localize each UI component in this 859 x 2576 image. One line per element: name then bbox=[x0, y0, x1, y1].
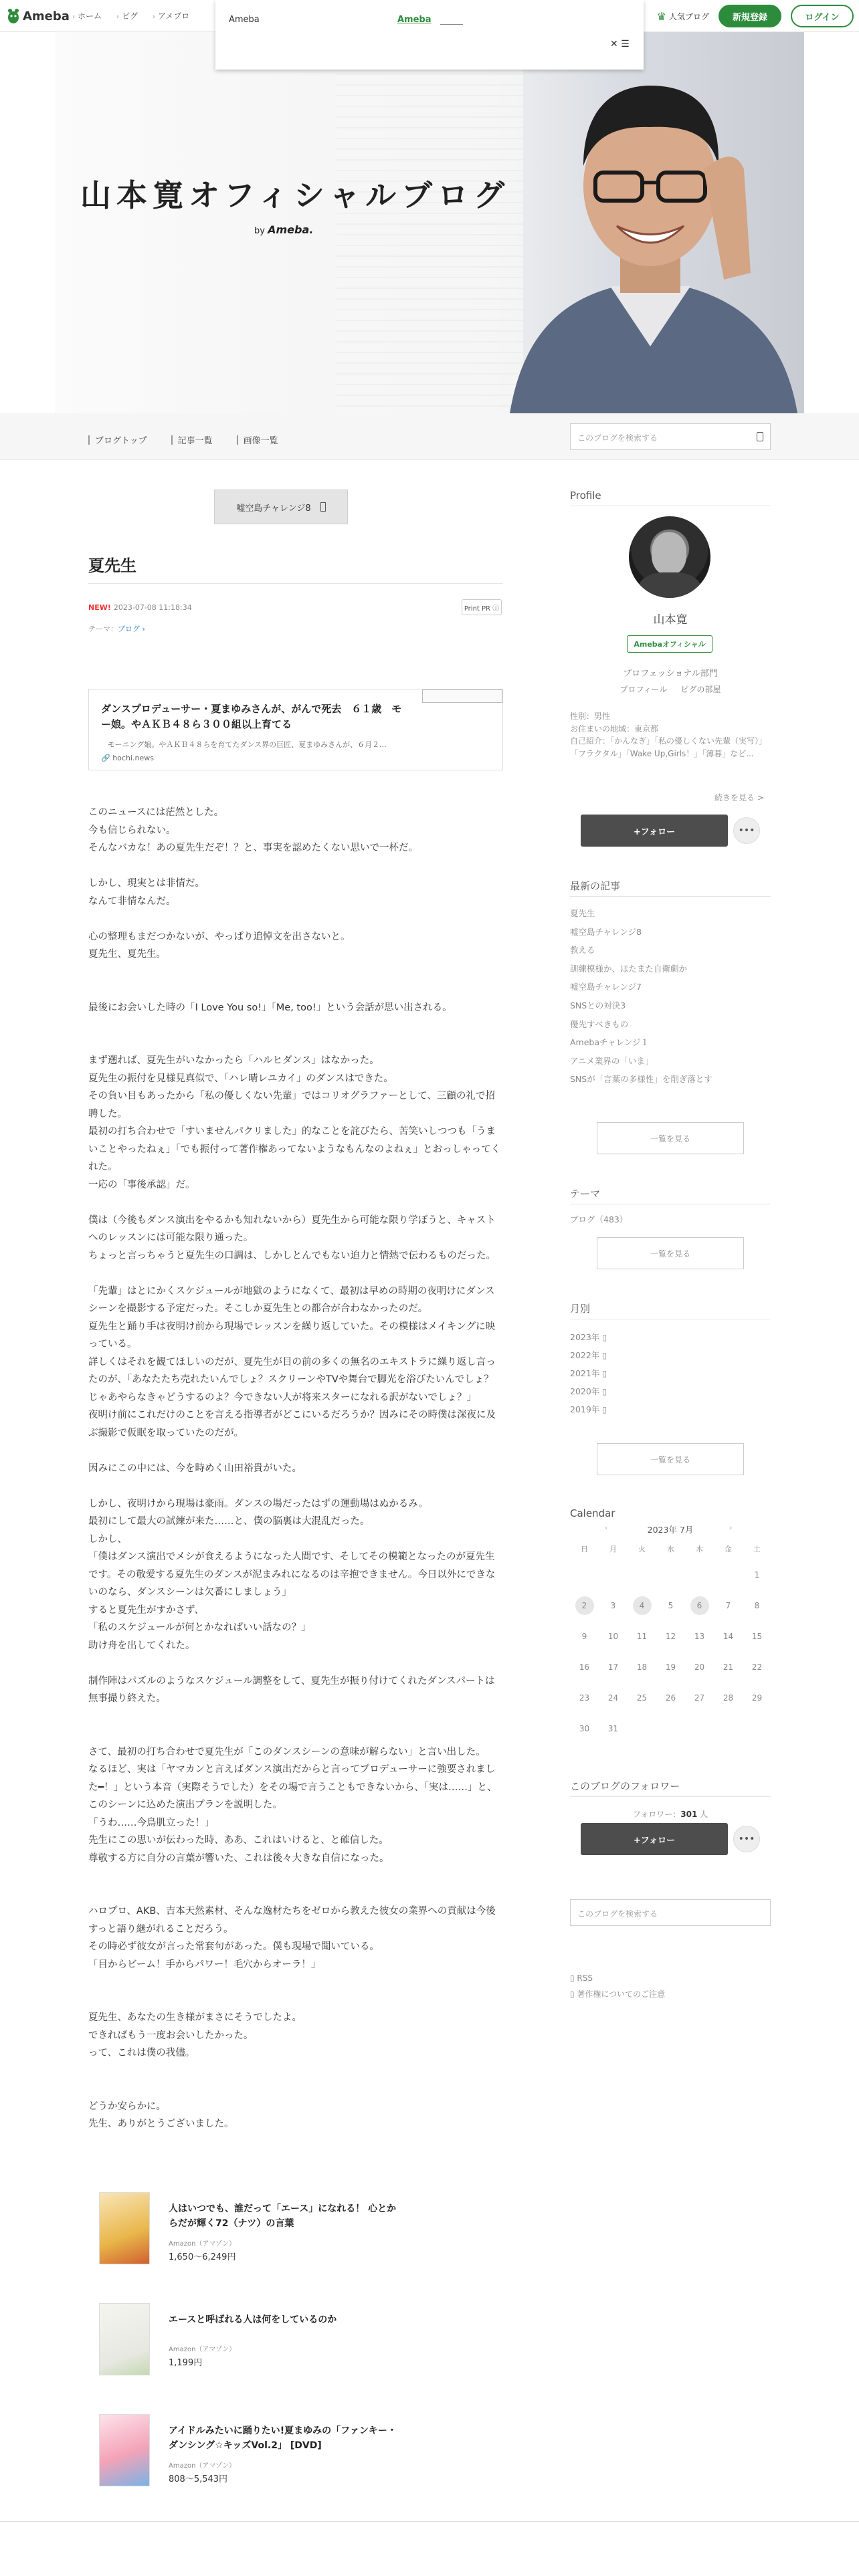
overlay-close-button[interactable]: ✕ ☰ bbox=[610, 39, 630, 49]
see-more-link[interactable]: 続きを見る > bbox=[714, 793, 764, 802]
paragraph: どうか安らかに。 先生、ありがとうございました。 bbox=[88, 2101, 234, 2129]
calendar-day: 10 bbox=[607, 1632, 619, 1641]
chevron-right-icon: › bbox=[153, 13, 156, 21]
calendar-day: 27 bbox=[694, 1693, 705, 1703]
recent-entry-link[interactable]: 嘘空島チャレンジ8 bbox=[570, 926, 642, 937]
theme-list-all-button[interactable]: 一覧を見る bbox=[597, 1237, 744, 1269]
calendar-week bbox=[570, 1590, 771, 1621]
month-link[interactable]: 2023年 ▯ bbox=[570, 1332, 607, 1342]
calendar-day: 13 bbox=[694, 1632, 705, 1641]
profile-heading: Profile bbox=[570, 490, 601, 502]
blog-title: 山本寛オフィシャルブログ bbox=[80, 177, 510, 213]
ameba-logo[interactable] bbox=[7, 8, 70, 24]
recent-entry-link[interactable]: 優先すべきもの bbox=[570, 1018, 629, 1029]
nav-pigg[interactable]: › ピグ bbox=[116, 11, 138, 21]
global-nav bbox=[72, 10, 189, 21]
profile-name[interactable]: 山本寛 bbox=[653, 613, 688, 627]
blog-search-input-bottom[interactable]: このブログを検索する bbox=[570, 1899, 771, 1926]
calendar-day: 21 bbox=[723, 1662, 734, 1672]
calendar-day bbox=[690, 1565, 709, 1584]
divider bbox=[88, 583, 503, 584]
info-icon: ▯ bbox=[570, 1990, 577, 1999]
window-blind-decoration bbox=[336, 32, 430, 413]
blog-top-icon bbox=[88, 435, 90, 445]
calendar-day: 31 bbox=[607, 1724, 619, 1733]
followers-heading: このブログのフォロワー bbox=[570, 1780, 680, 1792]
chevron-icon bbox=[320, 502, 326, 512]
official-badge: Amebaオフィシャル bbox=[627, 635, 712, 653]
product-card[interactable] bbox=[99, 2303, 500, 2390]
chevron-right-icon: › bbox=[140, 625, 145, 633]
product-image bbox=[99, 2303, 150, 2375]
calendar-day bbox=[662, 1719, 680, 1737]
by-ameba: by Ameba. bbox=[254, 223, 314, 236]
recent-entry-link[interactable]: 訓練模様か、ほたまた自衛劇か bbox=[570, 963, 688, 974]
theme-link[interactable]: ブログ（483） bbox=[570, 1214, 628, 1224]
recent-entry-link[interactable]: 教える bbox=[570, 945, 595, 956]
paragraph: ハロプロ、AKB、吉本天然素材、そんな逸材たちをゼロから教えた彼女の業界への貢献は今後すっと語り継がれることだろう。 その時必ず彼女が言った常套句があった。僕も現場で聞いている。 「目からビーム！手からパワー！毛穴からオーラ！」 bbox=[88, 1906, 496, 1970]
profile-links bbox=[570, 683, 771, 695]
paragraph: 心の整理もまだつかないが、やっぱり追悼文を出さないと。 夏先生、夏先生。 bbox=[88, 931, 351, 960]
expand-icon: ▯ bbox=[599, 1332, 607, 1342]
news-source: 🔗 hochi.news bbox=[101, 754, 154, 762]
calendar-day: 23 bbox=[579, 1693, 590, 1703]
calendar-day: 25 bbox=[636, 1693, 648, 1703]
theme-link[interactable]: ブログ bbox=[118, 625, 140, 633]
calendar-day: 9 bbox=[581, 1632, 587, 1641]
avatar[interactable] bbox=[629, 516, 710, 598]
product-title: アイドルみたいに踊りたい!夏まゆみの「ファンキー・ダンシング☆キッズVol.2」 [DVD] bbox=[169, 2426, 397, 2452]
chevron-right-icon: › bbox=[72, 13, 75, 21]
blog-nav bbox=[0, 413, 859, 460]
expand-icon: ▯ bbox=[599, 1350, 607, 1360]
calendar-day: 20 bbox=[694, 1662, 705, 1672]
calendar-day: 8 bbox=[754, 1601, 760, 1610]
recent-entry-link[interactable]: SNSとの対決3 bbox=[570, 1000, 626, 1010]
month-list-all-button[interactable]: 一覧を見る bbox=[597, 1443, 744, 1475]
calendar-day: 26 bbox=[665, 1693, 676, 1703]
calendar-day: 30 bbox=[579, 1724, 590, 1733]
prev-entry-button[interactable]: 嘘空島チャレンジ8 bbox=[214, 490, 348, 524]
product-image bbox=[99, 2414, 150, 2486]
crown-icon: ♛ bbox=[656, 9, 666, 23]
product-card[interactable] bbox=[99, 2192, 500, 2279]
month-link[interactable]: 2020年 ▯ bbox=[570, 1386, 607, 1396]
recent-entry-link[interactable]: SNSが「言葉の多様性」を削ぎ落とす bbox=[570, 1074, 712, 1085]
calendar-day: 22 bbox=[751, 1662, 763, 1672]
signup-button[interactable]: 新規登録 bbox=[719, 5, 781, 27]
paragraph: このニュースには茫然とした。 今も信じられない。 そんなバカな！あの夏先生だぞ！？と、事実を認めたくない思いで一杯だ。 bbox=[88, 807, 418, 853]
recent-entry-link[interactable]: 嘘空島チャレンジ7 bbox=[570, 982, 642, 992]
paragraph: 制作陣はパズルのようなスケジュール調整をして、夏先生が振り付けてくれたダンスパートは無事撮り終えた。 bbox=[88, 1675, 495, 1704]
month-archive bbox=[570, 1328, 607, 1418]
overlay-title: Ameba bbox=[229, 15, 260, 25]
calendar-day: 1 bbox=[754, 1570, 760, 1580]
calendar-week bbox=[570, 1560, 771, 1590]
calendar-day bbox=[662, 1565, 680, 1584]
calendar-day: 3 bbox=[610, 1601, 616, 1610]
calendar-day: 7 bbox=[725, 1601, 731, 1610]
follower-count[interactable]: フォロワー：301 人 bbox=[632, 1810, 708, 1819]
overlay-link[interactable]: Ameba bbox=[397, 15, 432, 25]
list-icon bbox=[171, 435, 173, 445]
calendar-heading: Calendar bbox=[570, 1507, 615, 1519]
theme-heading: テーマ bbox=[570, 1188, 601, 1200]
calendar-day[interactable]: 6 bbox=[690, 1596, 709, 1615]
author-photo bbox=[483, 52, 804, 413]
calendar-day: 19 bbox=[665, 1662, 676, 1672]
pigg-room-link[interactable]: ピグの部屋 bbox=[680, 685, 721, 694]
profile-meta: 性別：男性 お住まいの地域：東京都 自己紹介：「かんなぎ」「私の優しくない先輩（実写）」「フラクタル」「Wake Up,Girls！」「薄暮」など... bbox=[570, 712, 767, 758]
entry-body bbox=[88, 804, 503, 2133]
calendar-day: 17 bbox=[607, 1662, 619, 1672]
product-price: 808〜5,543円 bbox=[169, 2474, 228, 2484]
pr-badge[interactable]: Print PR ⓘ bbox=[462, 599, 502, 615]
more-options-button[interactable]: ••• bbox=[733, 817, 760, 844]
ameba-mascot-icon bbox=[7, 8, 20, 24]
divider bbox=[570, 896, 771, 897]
logo-text: Ameba bbox=[23, 9, 70, 23]
calendar-week bbox=[570, 1652, 771, 1683]
calendar-day[interactable]: 2 bbox=[575, 1596, 594, 1615]
dropdown-overlay bbox=[215, 0, 644, 70]
profile-link[interactable]: プロフィール bbox=[619, 685, 668, 694]
expand-icon: ▯ bbox=[599, 1368, 607, 1378]
calendar-day bbox=[633, 1565, 652, 1584]
calendar-week bbox=[570, 1621, 771, 1652]
recent-list-all-button[interactable]: 一覧を見る bbox=[597, 1122, 744, 1154]
entry-theme: テーマ：ブログ › bbox=[88, 625, 145, 633]
product-price: 1,199円 bbox=[169, 2358, 203, 2368]
image-icon bbox=[237, 435, 238, 445]
overlay-underline bbox=[440, 24, 463, 25]
month-link[interactable]: 2022年 ▯ bbox=[570, 1350, 607, 1360]
product-seller: Amazon（アマゾン） bbox=[169, 2462, 236, 2470]
popular-blog-link[interactable]: ♛ 人気ブログ bbox=[656, 9, 709, 23]
product-seller: Amazon（アマゾン） bbox=[169, 2240, 236, 2248]
paragraph: 夏先生、あなたの生き様がまさにそうでしたよ。 できればもう一度お会いしたかった。 って、これは僕の我儘。 bbox=[88, 2012, 302, 2058]
recent-entry-link[interactable]: Amebaチャレンジ１ bbox=[570, 1037, 650, 1048]
blog-header-image[interactable] bbox=[55, 32, 804, 413]
paragraph: しかし、夜明けから現場は豪雨。ダンスの場だったはずの運動場はぬかるみ。 最初にして最大の試練が来た……と、僕の脳裏は大混乱だった。 しかし、 「僕はダンス演出でメシが食えるようになった人間です、そしてその模範となったのが夏先生です。その敬愛する夏先生のダンスが泥まみれになるのは辛抱できません。今日以外にできないのなら、ダンスシーンは欠番にしましょう」 すると夏先生がすかさず、 「私のスケジュールが何とかなればいい話なの？」 助け舟を出してくれた。 bbox=[88, 1498, 496, 1651]
nav-image-list[interactable]: 画像一覧 bbox=[237, 433, 278, 446]
search-icon[interactable] bbox=[757, 432, 763, 441]
chevron-right-icon: › bbox=[116, 13, 120, 21]
paragraph: 因みにこの中には、今を時めく山田裕貴がいた。 bbox=[88, 1463, 302, 1474]
follow-button[interactable]: +フォロー bbox=[581, 815, 728, 847]
calendar-day: 24 bbox=[607, 1693, 619, 1703]
paragraph: 僕は（今後もダンス演出をやるかも知れないから）夏先生から可能な限り学ぼうと、キャストへのレッスンには可能な限り通った。 ちょっと言っちゃうと夏先生の口調は、しかしとんでもない迫力と情熱で伝わるものだった。 bbox=[88, 1214, 496, 1261]
blog-search-input[interactable]: このブログを検索する bbox=[570, 423, 771, 450]
calendar-day bbox=[719, 1719, 738, 1737]
recent-entry-link[interactable]: 夏先生 bbox=[570, 908, 595, 918]
rss-icon: ▯ bbox=[570, 1973, 577, 1983]
calendar-week bbox=[570, 1713, 771, 1744]
calendar-day: 5 bbox=[668, 1601, 674, 1610]
paragraph: 「先輩」はとにかくスケジュールが地獄のようになくて、最初は早めの時期の夜明けにダンスシーンを撮影する予定だった。そこしか夏先生との都合が合わなかったのだ。 夏先生と踊り手は夜明け前から現場でレッスンを繰り返していた。その模様はメイキングに映っている。 詳しくはそれを観てほしいのだが、夏先生が目の前の多くの無名のエキストラに繰り返し言ったのが、「あなたたち売れたいんでしょ？スクリーンやTVや舞台で脚光を浴びたいんでしょ？じゃあやらなきゃどうするのよ？今できない人が将来スターになれる訳がないでしょ？」 夜明け前にこれだけのことを言える指導者がどこにいるだろうか？因みにその時僕は深夜に及ぶ撮影で仮眠を取っていたのだが。 bbox=[88, 1285, 496, 1438]
footer-divider bbox=[0, 2521, 859, 2522]
month-heading: 月別 bbox=[570, 1303, 591, 1315]
calendar-day: 14 bbox=[723, 1632, 734, 1641]
sidebar-footer-links bbox=[570, 1970, 665, 2002]
calendar-day bbox=[690, 1719, 709, 1737]
paragraph: まず遡れば、夏先生がいなかったら「ハルヒダンス」はなかった。 夏先生の振付を見様見真似で、「ハレ晴レユカイ」のダンスはできた。 その負い目もあったから「私の優しくない先輩」ではコリオグラファーとして、三顧の礼で招聘した。 最初の打ち合わせで「すいませんパクリました」的なことを詫びたら、苦笑いしつつも「うまいことやったねぇ」「でも振付って著作権あってないようなもんなのよねぇ」とおっしゃってくれた。 一応の「事後承認」だ。 bbox=[88, 1055, 501, 1190]
news-thumbnail bbox=[422, 689, 502, 703]
calendar-day bbox=[604, 1565, 623, 1584]
calendar-day bbox=[719, 1565, 738, 1584]
paragraph: しかし、現実とは非情だ。 なんて非情なんだ。 bbox=[88, 878, 205, 907]
rss-link[interactable]: ▯ RSS bbox=[570, 1973, 593, 1983]
product-price: 1,650〜6,249円 bbox=[169, 2252, 236, 2262]
nav-blog-top[interactable]: ブログトップ bbox=[88, 433, 147, 446]
calendar-day: 11 bbox=[636, 1632, 648, 1641]
news-link-card[interactable] bbox=[88, 689, 503, 770]
calendar-day: 15 bbox=[751, 1632, 763, 1641]
month-link[interactable]: 2019年 ▯ bbox=[570, 1404, 607, 1414]
more-options-button[interactable]: ••• bbox=[733, 1826, 760, 1852]
nav-home[interactable]: › ホーム bbox=[72, 11, 102, 21]
calendar-day: 12 bbox=[665, 1632, 676, 1641]
product-image bbox=[99, 2192, 150, 2264]
calendar-day: 28 bbox=[723, 1693, 734, 1703]
calendar-day bbox=[575, 1565, 594, 1584]
product-title: エースと呼ばれる人は何をしているのか bbox=[169, 2315, 337, 2325]
paragraph: 最後にお会いした時の「I Love You so!」「Me, too!」という会話が思い出される。 bbox=[88, 1002, 452, 1013]
recent-entry-link[interactable]: アニメ業界の「いま」 bbox=[570, 1055, 654, 1066]
login-button[interactable]: ログイン bbox=[791, 5, 854, 27]
entry-title[interactable]: 夏先生 bbox=[88, 556, 136, 575]
calendar-day: 16 bbox=[579, 1662, 590, 1672]
calendar-grid bbox=[570, 1539, 771, 1744]
calendar-week bbox=[570, 1683, 771, 1713]
entry-date: NEW! 2023-07-08 11:18:34 bbox=[88, 603, 192, 612]
calendar-day: 29 bbox=[751, 1693, 763, 1703]
expand-icon: ▯ bbox=[599, 1386, 607, 1396]
link-icon: 🔗 bbox=[101, 754, 113, 762]
recent-heading: 最新の記事 bbox=[570, 880, 621, 892]
divider bbox=[570, 1796, 771, 1797]
calendar-day bbox=[633, 1719, 652, 1737]
calendar-day[interactable]: 4 bbox=[633, 1596, 652, 1615]
calendar-weekdays: 日 月 火 水 木 金 土 bbox=[581, 1545, 761, 1553]
product-seller: Amazon（アマゾン） bbox=[169, 2346, 236, 2353]
calendar-prev-button[interactable]: ‹ bbox=[605, 1523, 608, 1532]
paragraph: さて、最初の打ち合わせで夏先生が「このダンスシーンの意味が解らない」と言い出した。 なるほど、実は「ヤマカンと言えばダンス演出だからと言ってプロデューサーに強要されました━！」という本音（実際そうでした）をその場で言うこともできないから、「実は……」と、このシーンに込めた演出プランを説明した。 「うわ……今鳥肌立った！」 先生にこの思いが伝わった時、ああ、これはいけると、と確信した。 尊敬する方に自分の言葉が響いた、これは後々大きな自信になった。 bbox=[88, 1746, 497, 1864]
calendar-day bbox=[748, 1719, 767, 1737]
product-title: 人はいつでも、誰だって「エース」になれる！ 心とからだが輝く72（ナツ）の言葉 bbox=[169, 2204, 397, 2230]
copyright-link[interactable]: ▯ 著作権についてのご注意 bbox=[570, 1990, 666, 1999]
nav-ameblo[interactable]: › アメブロ bbox=[153, 11, 190, 21]
product-card[interactable] bbox=[99, 2414, 500, 2501]
news-title: ダンスプロデューサー・夏まゆみさんが、がんで死去 ６１歳 モー娘。やＡＫＢ４８ら３００組以上育てる bbox=[101, 703, 402, 731]
news-desc: モーニング娘。やＡＫＢ４８らを育てたダンス界の巨匠、夏まゆみさんが、６月２... bbox=[108, 740, 387, 749]
calendar-month: 2023年 7月 bbox=[647, 1525, 694, 1535]
calendar-day: 18 bbox=[636, 1662, 648, 1672]
month-link[interactable]: 2021年 ▯ bbox=[570, 1368, 607, 1378]
profile-category[interactable]: プロフェッショナル部門 bbox=[623, 669, 718, 679]
calendar-next-button[interactable]: › bbox=[729, 1523, 733, 1532]
nav-entry-list[interactable]: 記事一覧 bbox=[171, 433, 213, 446]
expand-icon: ▯ bbox=[599, 1404, 607, 1414]
follow-button-bottom[interactable]: +フォロー bbox=[581, 1823, 728, 1855]
recent-entries bbox=[570, 904, 771, 1089]
